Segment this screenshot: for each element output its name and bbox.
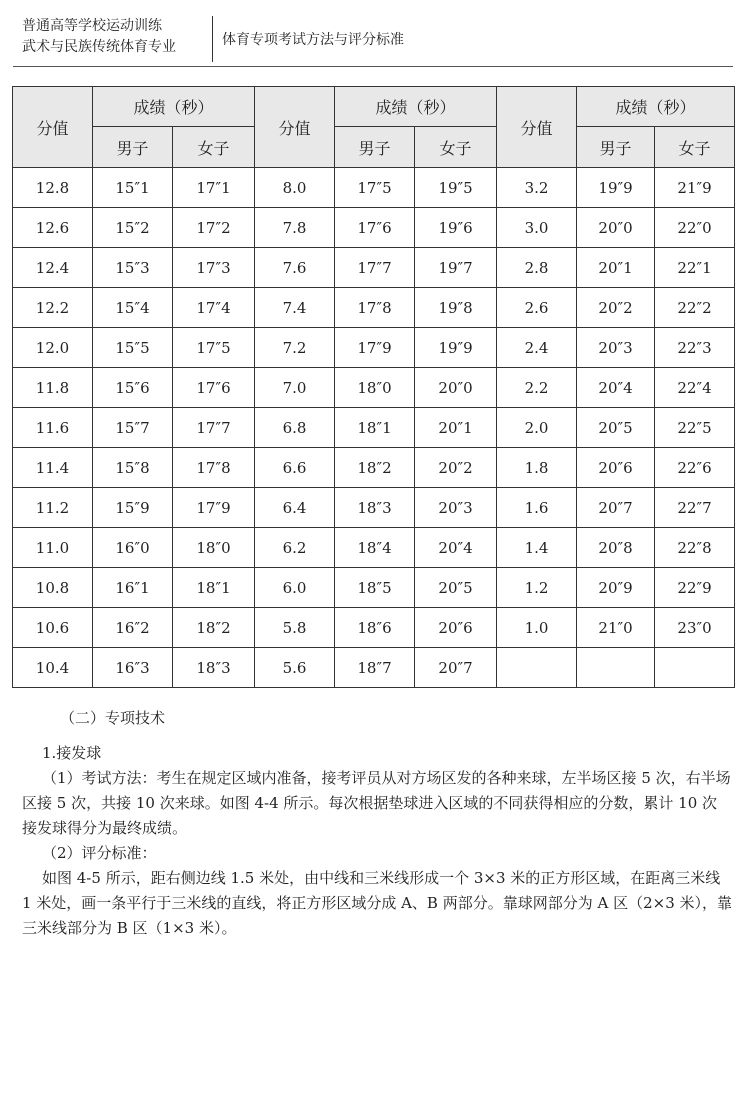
table-cell: 15″3 (93, 248, 173, 288)
table-cell: 18″2 (173, 608, 255, 648)
table-cell: 17″9 (173, 488, 255, 528)
table-cell: 22″6 (655, 448, 735, 488)
table-cell: 22″1 (655, 248, 735, 288)
table-cell: 22″9 (655, 568, 735, 608)
table-cell: 6.2 (255, 528, 335, 568)
table-row (13, 288, 735, 328)
table-cell: 7.4 (255, 288, 335, 328)
table-cell: 15″9 (93, 488, 173, 528)
table-cell: 5.8 (255, 608, 335, 648)
table-cell: 17″7 (173, 408, 255, 448)
table-cell: 16″1 (93, 568, 173, 608)
table-cell: 12.6 (13, 208, 93, 248)
table-row (13, 608, 735, 648)
table-cell: 1.4 (497, 528, 577, 568)
table-cell: 17″8 (173, 448, 255, 488)
table-cell: 17″6 (173, 368, 255, 408)
score-header: 分值 (255, 87, 335, 168)
table-cell: 15″4 (93, 288, 173, 328)
table-cell: 12.8 (13, 168, 93, 208)
header-line-2: 武术与民族传统体育专业 (22, 39, 176, 55)
male-header: 男子 (93, 127, 173, 168)
male-header: 男子 (577, 127, 655, 168)
table-cell: 1.0 (497, 608, 577, 648)
table-cell: 18″6 (335, 608, 415, 648)
table-cell: 15″5 (93, 328, 173, 368)
table-cell (497, 648, 577, 688)
table-cell: 11.6 (13, 408, 93, 448)
table-cell: 1.8 (497, 448, 577, 488)
score-header: 分值 (13, 87, 93, 168)
header-line-1: 普通高等学校运动训练 (22, 18, 162, 34)
table-cell: 10.4 (13, 648, 93, 688)
table-cell: 17″5 (335, 168, 415, 208)
table-cell: 7.0 (255, 368, 335, 408)
table-cell: 10.8 (13, 568, 93, 608)
table-cell: 2.6 (497, 288, 577, 328)
table-cell (577, 648, 655, 688)
table-cell: 11.8 (13, 368, 93, 408)
table-cell: 22″4 (655, 368, 735, 408)
table-cell: 17″2 (173, 208, 255, 248)
table-cell: 16″0 (93, 528, 173, 568)
table-cell: 20″9 (577, 568, 655, 608)
table-cell: 16″3 (93, 648, 173, 688)
table-cell: 6.4 (255, 488, 335, 528)
item-heading: 1.接发球 (42, 744, 102, 762)
male-header: 男子 (335, 127, 415, 168)
table-cell: 18″1 (335, 408, 415, 448)
table-cell: 20″0 (415, 368, 497, 408)
table-cell: 2.2 (497, 368, 577, 408)
table-cell: 19″9 (577, 168, 655, 208)
female-header: 女子 (173, 127, 255, 168)
table-cell: 18″3 (173, 648, 255, 688)
body-text (22, 706, 732, 941)
table-cell: 6.8 (255, 408, 335, 448)
table-cell: 15″1 (93, 168, 173, 208)
table-cell: 16″2 (93, 608, 173, 648)
table-cell: 20″4 (415, 528, 497, 568)
table-cell: 20″5 (415, 568, 497, 608)
table-cell: 12.0 (13, 328, 93, 368)
table-row (13, 648, 735, 688)
table-cell: 10.6 (13, 608, 93, 648)
score-table (12, 86, 735, 688)
female-header: 女子 (655, 127, 735, 168)
table-cell: 11.0 (13, 528, 93, 568)
table-cell: 20″4 (577, 368, 655, 408)
table-cell: 15″8 (93, 448, 173, 488)
table-cell: 18″1 (173, 568, 255, 608)
table-row (13, 528, 735, 568)
table-cell: 21″9 (655, 168, 735, 208)
table-cell: 11.2 (13, 488, 93, 528)
table-cell: 7.2 (255, 328, 335, 368)
table-cell: 2.0 (497, 408, 577, 448)
header-divider (212, 16, 213, 62)
header-title-block (22, 16, 202, 58)
table-row (13, 448, 735, 488)
table-cell: 18″2 (335, 448, 415, 488)
table-cell: 19″7 (415, 248, 497, 288)
table-cell: 18″5 (335, 568, 415, 608)
table-row (13, 328, 735, 368)
table-cell: 20″0 (577, 208, 655, 248)
table-cell: 7.6 (255, 248, 335, 288)
table-cell: 20″3 (415, 488, 497, 528)
description-paragraph: 如图 4-5 所示，距右侧边线 1.5 米处，由中线和三米线形成一个 3×3 米的正方形区域，在距离三米线 1 米处，画一条平行于三米线的直线，将正方形区域分成 A、B 两部分。靠球网部分为 A 区（2×3 米），靠三米线部分为 B 区（1×3 米）。 (22, 869, 732, 937)
table-cell: 15″2 (93, 208, 173, 248)
table-cell: 22″5 (655, 408, 735, 448)
table-cell: 6.6 (255, 448, 335, 488)
table-cell: 19″6 (415, 208, 497, 248)
table-row (13, 408, 735, 448)
table-cell: 23″0 (655, 608, 735, 648)
table-cell: 20″1 (577, 248, 655, 288)
table-cell: 20″3 (577, 328, 655, 368)
table-cell: 17″3 (173, 248, 255, 288)
table-cell: 18″7 (335, 648, 415, 688)
table-cell: 17″5 (173, 328, 255, 368)
header-rule (13, 66, 733, 67)
table-cell: 11.4 (13, 448, 93, 488)
table-header-row-1 (13, 87, 735, 127)
result-header: 成绩（秒） (335, 87, 497, 127)
table-cell: 22″3 (655, 328, 735, 368)
table-cell: 20″1 (415, 408, 497, 448)
table-row (13, 168, 735, 208)
table-cell: 22″0 (655, 208, 735, 248)
table-row (13, 568, 735, 608)
table-cell: 20″2 (415, 448, 497, 488)
table-cell: 20″6 (577, 448, 655, 488)
table-cell: 18″3 (335, 488, 415, 528)
table-cell: 18″4 (335, 528, 415, 568)
table-cell: 5.6 (255, 648, 335, 688)
table-cell: 20″8 (577, 528, 655, 568)
table-cell: 22″7 (655, 488, 735, 528)
table-cell: 18″0 (335, 368, 415, 408)
table-cell: 12.4 (13, 248, 93, 288)
table-cell: 3.2 (497, 168, 577, 208)
table-cell: 8.0 (255, 168, 335, 208)
table-row (13, 208, 735, 248)
table-row (13, 368, 735, 408)
table-body (13, 168, 735, 688)
table-cell: 20″6 (415, 608, 497, 648)
table-cell: 20″7 (415, 648, 497, 688)
table-cell: 15″6 (93, 368, 173, 408)
table-cell: 3.0 (497, 208, 577, 248)
table-cell: 12.2 (13, 288, 93, 328)
table-cell: 20″7 (577, 488, 655, 528)
table-cell: 2.4 (497, 328, 577, 368)
score-header: 分值 (497, 87, 577, 168)
table-cell: 17″8 (335, 288, 415, 328)
table-cell (655, 648, 735, 688)
table-cell: 17″1 (173, 168, 255, 208)
result-header: 成绩（秒） (577, 87, 735, 127)
table-cell: 1.6 (497, 488, 577, 528)
table-cell: 15″7 (93, 408, 173, 448)
section-heading: （二）专项技术 (60, 709, 166, 727)
table-cell: 22″2 (655, 288, 735, 328)
table-cell: 1.2 (497, 568, 577, 608)
table-row (13, 488, 735, 528)
table-header-row-2 (13, 127, 735, 168)
table-cell: 18″0 (173, 528, 255, 568)
result-header: 成绩（秒） (93, 87, 255, 127)
table-cell: 7.8 (255, 208, 335, 248)
table-cell: 17″7 (335, 248, 415, 288)
table-cell: 19″9 (415, 328, 497, 368)
method-paragraph: （1）考试方法：考生在规定区域内准备，接考评员从对方场区发的各种来球，左半场区接 5 次，右半场区接 5 次，共接 10 次来球。如图 4-4 所示。每次根据垫球进入区域的不同获得相应的分数，累计 10 次接发球得分为最终成绩。 (22, 769, 731, 837)
table-cell: 20″2 (577, 288, 655, 328)
table-cell: 17″4 (173, 288, 255, 328)
table-cell: 6.0 (255, 568, 335, 608)
table-cell: 2.8 (497, 248, 577, 288)
table-cell: 20″5 (577, 408, 655, 448)
table-cell: 19″5 (415, 168, 497, 208)
table-cell: 21″0 (577, 608, 655, 648)
header-subtitle: 体育专项考试方法与评分标准 (222, 32, 404, 48)
female-header: 女子 (415, 127, 497, 168)
standard-heading: （2）评分标准： (42, 844, 157, 862)
table-cell: 19″8 (415, 288, 497, 328)
page-header (22, 14, 732, 64)
table-cell: 17″9 (335, 328, 415, 368)
table-row (13, 248, 735, 288)
table-cell: 17″6 (335, 208, 415, 248)
table-cell: 22″8 (655, 528, 735, 568)
